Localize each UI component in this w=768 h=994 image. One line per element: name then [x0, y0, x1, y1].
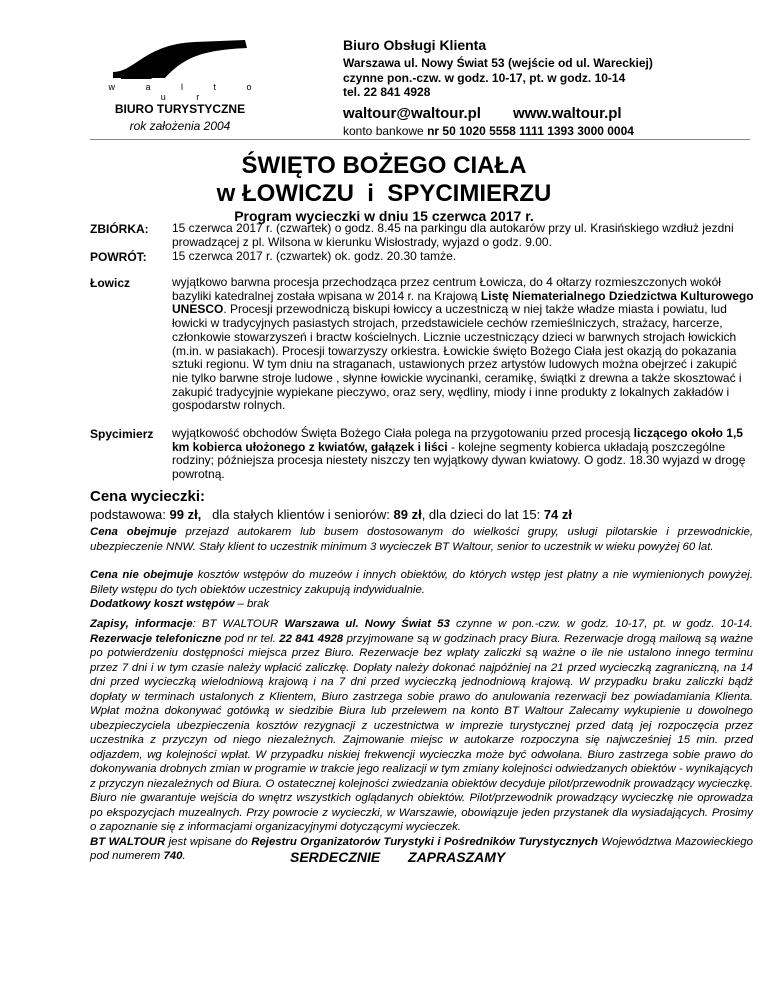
page-title: [0, 152, 768, 208]
title-line-2: w ŁOWICZU i SPYCIMIERZU: [216, 180, 552, 207]
logo-letters: w a l t o u r: [108, 82, 266, 102]
spycimierz-text-part: wyjątkowość obchodów Święta Bożego Ciała polega na przygotowaniu przed procesją: [172, 426, 634, 440]
spycimierz-text: [172, 427, 754, 482]
obejmuje-body: przejazd autokarem lub busem dostosowanym do wielkości grupy, usługi pilotarskie i przewodnickie, ubezpieczenie NNW. Stały klient to uczestnik minimum 3 wycieczek BT Waltour, senior to uczestnik w wieku powyżej 60 lat.: [90, 526, 753, 553]
price-basic-value: 99 zł,: [169, 507, 202, 522]
spycimierz-kobierzec: liczącego około 1,5 km kobierca ułożonego z kwiatów, gałązek i liści: [172, 426, 743, 454]
header-divider: [90, 139, 750, 140]
price-kids-value: 74 zł: [543, 507, 573, 522]
program-heading: Program wycieczki w dniu 15 czerwca 2017 r.: [234, 208, 534, 224]
office-bank-account: [343, 124, 753, 138]
powrot-text: 15 czerwca 2017 r. (czwartek) ok. godz. 20.30 tamże.: [172, 249, 457, 263]
lowicz-text-part: wyjątkowo barwna procesja przechodząca przez centrum Łowicza, do 4 ołtarzy rozmieszczonych wokół bazyliki katedralnej została wpisana w 2014 r. na Krajową: [172, 275, 721, 303]
zapisy-address: Warszawa ul. Nowy Świat 53: [284, 618, 450, 630]
lowicz-label: Łowicz: [90, 276, 131, 290]
zapisy-phone-number: 22 841 4928: [279, 632, 344, 645]
waltour-logo: [90, 38, 270, 133]
lowicz-text: [172, 276, 754, 413]
lowicz-text-part: . Procesji przewodniczą biskupi łowiccy a uczestniczą w niej także władze miasta i powiatu, lud łowicki w tradycyjnych pasiastych strojach, przedstawiciele cechów rzemieślniczych, strażacy, harcerze, członkowie stowarzyszeń i bractw kościelnych. Licznie uczestniczący dzieci w barwnych strojach łowickich (m.in. w pasiakach). Procesji towarzyszy orkiestra. Łowickie święto Bożego Ciała jest okazją do pokazania sztuki regionu. W tym dniu na straganach, ustawionych przez artystów ludowych można obejrzeć i zakupić nie tylko barwne stroje ludowe , słynne łowickie wycinanki, ceramikę, świątki z drewna a także skosztować i zakupić tradycyjnie wypiekane pieczywo, oraz sery, wędliny, miody i inne produkty z lokalnych zakładów i gospodarstw rolnych.: [172, 302, 742, 413]
logo-company-name: BIURO TURYSTYCZNE: [114, 102, 246, 116]
spycimierz-text-part: - kolejne segmenty kobierca układają poszczególne rodziny; późniejsza procesja niestety niszczy ten wyjątkowy dywan kwiatowy. O godz. 18.30 wyjazd w drogę powrotną.: [172, 439, 746, 482]
lowicz-unesco: Listę Niematerialnego Dziedzictwa Kulturowego UNESCO: [172, 288, 754, 317]
rejestr-number: 740: [163, 850, 183, 862]
zapisy-text: [90, 617, 753, 864]
price-basic-label: podstawowa:: [90, 507, 170, 522]
footer-invitation: SERDECZNIE ZAPRASZAMY: [290, 849, 506, 865]
zbiorka-text: 15 czerwca 2017 r. (czwartek) o godz. 8.45 na parkingu dla autokarów przy ul. Krasińskiego wzdłuż jezdni prowadzącej z pl. Wilsona w kierunku Wisłostrady, wyjazd o godz. 9.00.: [172, 221, 734, 249]
rejestr-part: .: [182, 850, 186, 862]
price-heading: Cena wycieczki:: [90, 488, 206, 505]
price-regular-value: 89 zł: [393, 507, 422, 522]
zapisy-part: : BT WALTOUR: [192, 618, 285, 630]
zapisy-part: czynne w pon.-czw. w godz. 10-17, pt. w godz. 10-14.: [449, 618, 753, 630]
nie-obejmuje-text: [90, 568, 753, 612]
office-info: [343, 37, 753, 138]
dodatkowy-body: – brak: [234, 598, 270, 610]
bank-number: nr 50 1020 5558 1111 1393 3000 0004: [427, 123, 634, 138]
price-regular-label: dla stałych klientów i seniorów:: [212, 507, 394, 522]
office-contacts: [343, 105, 753, 122]
zbiorka-label: ZBIÓRKA:: [90, 222, 149, 236]
powrot-label: POWRÓT:: [90, 250, 147, 264]
rejestr-part: jest wpisane do: [165, 835, 252, 848]
office-address: Warszawa ul. Nowy Świat 53 (wejście od ul. Wareckiej): [343, 56, 653, 70]
nie-obejmuje-label: Cena nie obejmuje: [90, 569, 194, 581]
obejmuje-label: Cena obejmuje: [90, 526, 177, 538]
zapisy-phone-label: Rezerwacje telefoniczne: [90, 632, 222, 645]
office-heading: Biuro Obsługi Klienta: [343, 37, 487, 53]
rejestr-name: Rejestru Organizatorów Turystyki i Pośredników Turystycznych: [251, 835, 598, 848]
price-section: [90, 488, 755, 522]
obejmuje-text: [90, 525, 753, 554]
spycimierz-label: Spycimierz: [90, 427, 154, 441]
price-line: [90, 507, 755, 522]
dodatkowy-label: Dodatkowy koszt wstępów: [90, 598, 235, 610]
bank-label: konto bankowe: [343, 123, 424, 138]
waltour-logo-mark: [95, 38, 265, 82]
logo-founded: rok założenia 2004: [129, 119, 231, 133]
nie-obejmuje-body: kosztów wstępów do muzeów i innych obiektów, do których wstęp jest płatny a nie wymienionych powyżej. Bilety wstępu do tych obiektów uczestnicy zakupują indywidualnie.: [90, 569, 753, 596]
zapisy-part: przyjmowane są w godzinach pracy Biura. Rezerwacje drogą mailową są ważne po potwierdzeniu dostępności miejsca przez Biuro. Rezerwacje bez wpłaty zaliczki są ważne o ile nie ustalono innego terminu przez 7 dni i w tym czasie należy wpłacić zaliczkę. Dopłaty należy dokonać najpóźniej na 21 przed wycieczką zagraniczną, na 14 dni przed wycieczką wielodniową krajową i na 7 dni przed wycieczką jednodniową krajową. W przypadku braku zaliczki bądź dopłaty w terminach ustalonych z Klientem, Biuro zastrzega sobie prawo do anulowania rezerwacji bez powiadamiania Klienta. Wpłat można dokonywać gotówką w siedzibie Biura lub przelewem na konto BT Waltour Zalecamy wykupienie u dowolnego ubezpieczyciela ubezpieczenia kosztów rezygnacji z uczestnictwa w imprezie turystycznej przed datą jej rozpoczęcia przez uczestnika z przyczyn od niego niezależnych. Zajmowanie miejsc w autokarze rozpoczyna się najwcześniej 15 min. przed odjazdem, wg kolejności wpłat. W przypadku niskiej frekwencji wycieczka może być odwołana. Biuro zastrzega sobie prawo do dokonywania drobnych zmian w programie w trakcie jego realizacji w tym zmiany kolejności odwiedzanych obiektów - wynikających z przyczyn niezależnych od Biura. O ostatecznej kolejności zwiedzania obiektów decyduje pilot/przewodnik prowadzący wycieczkę. Biuro nie gwarantuje wejścia do wnętrz wszystkich oglądanych obiektów. Pilot/przewodnik prowadzący wycieczkę nie oprowadza po ekspozycjach muzealnych. Przy powrocie z wycieczki, w Warszawie, obowiązuje jeden przystanek dla wysiadających. Prosimy o zapoznanie się z informacjami organizacyjnymi dotyczącymi wycieczek.: [90, 632, 754, 833]
zapisy-label: Zapisy, informacje: [90, 618, 193, 630]
office-www-link[interactable]: www.waltour.pl: [512, 104, 622, 122]
office-phone: tel. 22 841 4928: [343, 85, 431, 99]
rejestr-company: BT WALTOUR: [90, 835, 166, 848]
price-kids-label: , dla dzieci do lat 15:: [421, 507, 544, 522]
office-hours: czynne pon.-czw. w godz. 10-17, pt. w godz. 10-14: [343, 70, 626, 85]
zapisy-part: pod nr tel.: [221, 632, 280, 645]
office-email-link[interactable]: waltour@waltour.pl: [343, 104, 481, 122]
rejestr-part: Województwa Mazowieckiego pod numerem: [90, 835, 753, 862]
title-line-1: ŚWIĘTO BOŻEGO CIAŁA: [241, 152, 527, 179]
